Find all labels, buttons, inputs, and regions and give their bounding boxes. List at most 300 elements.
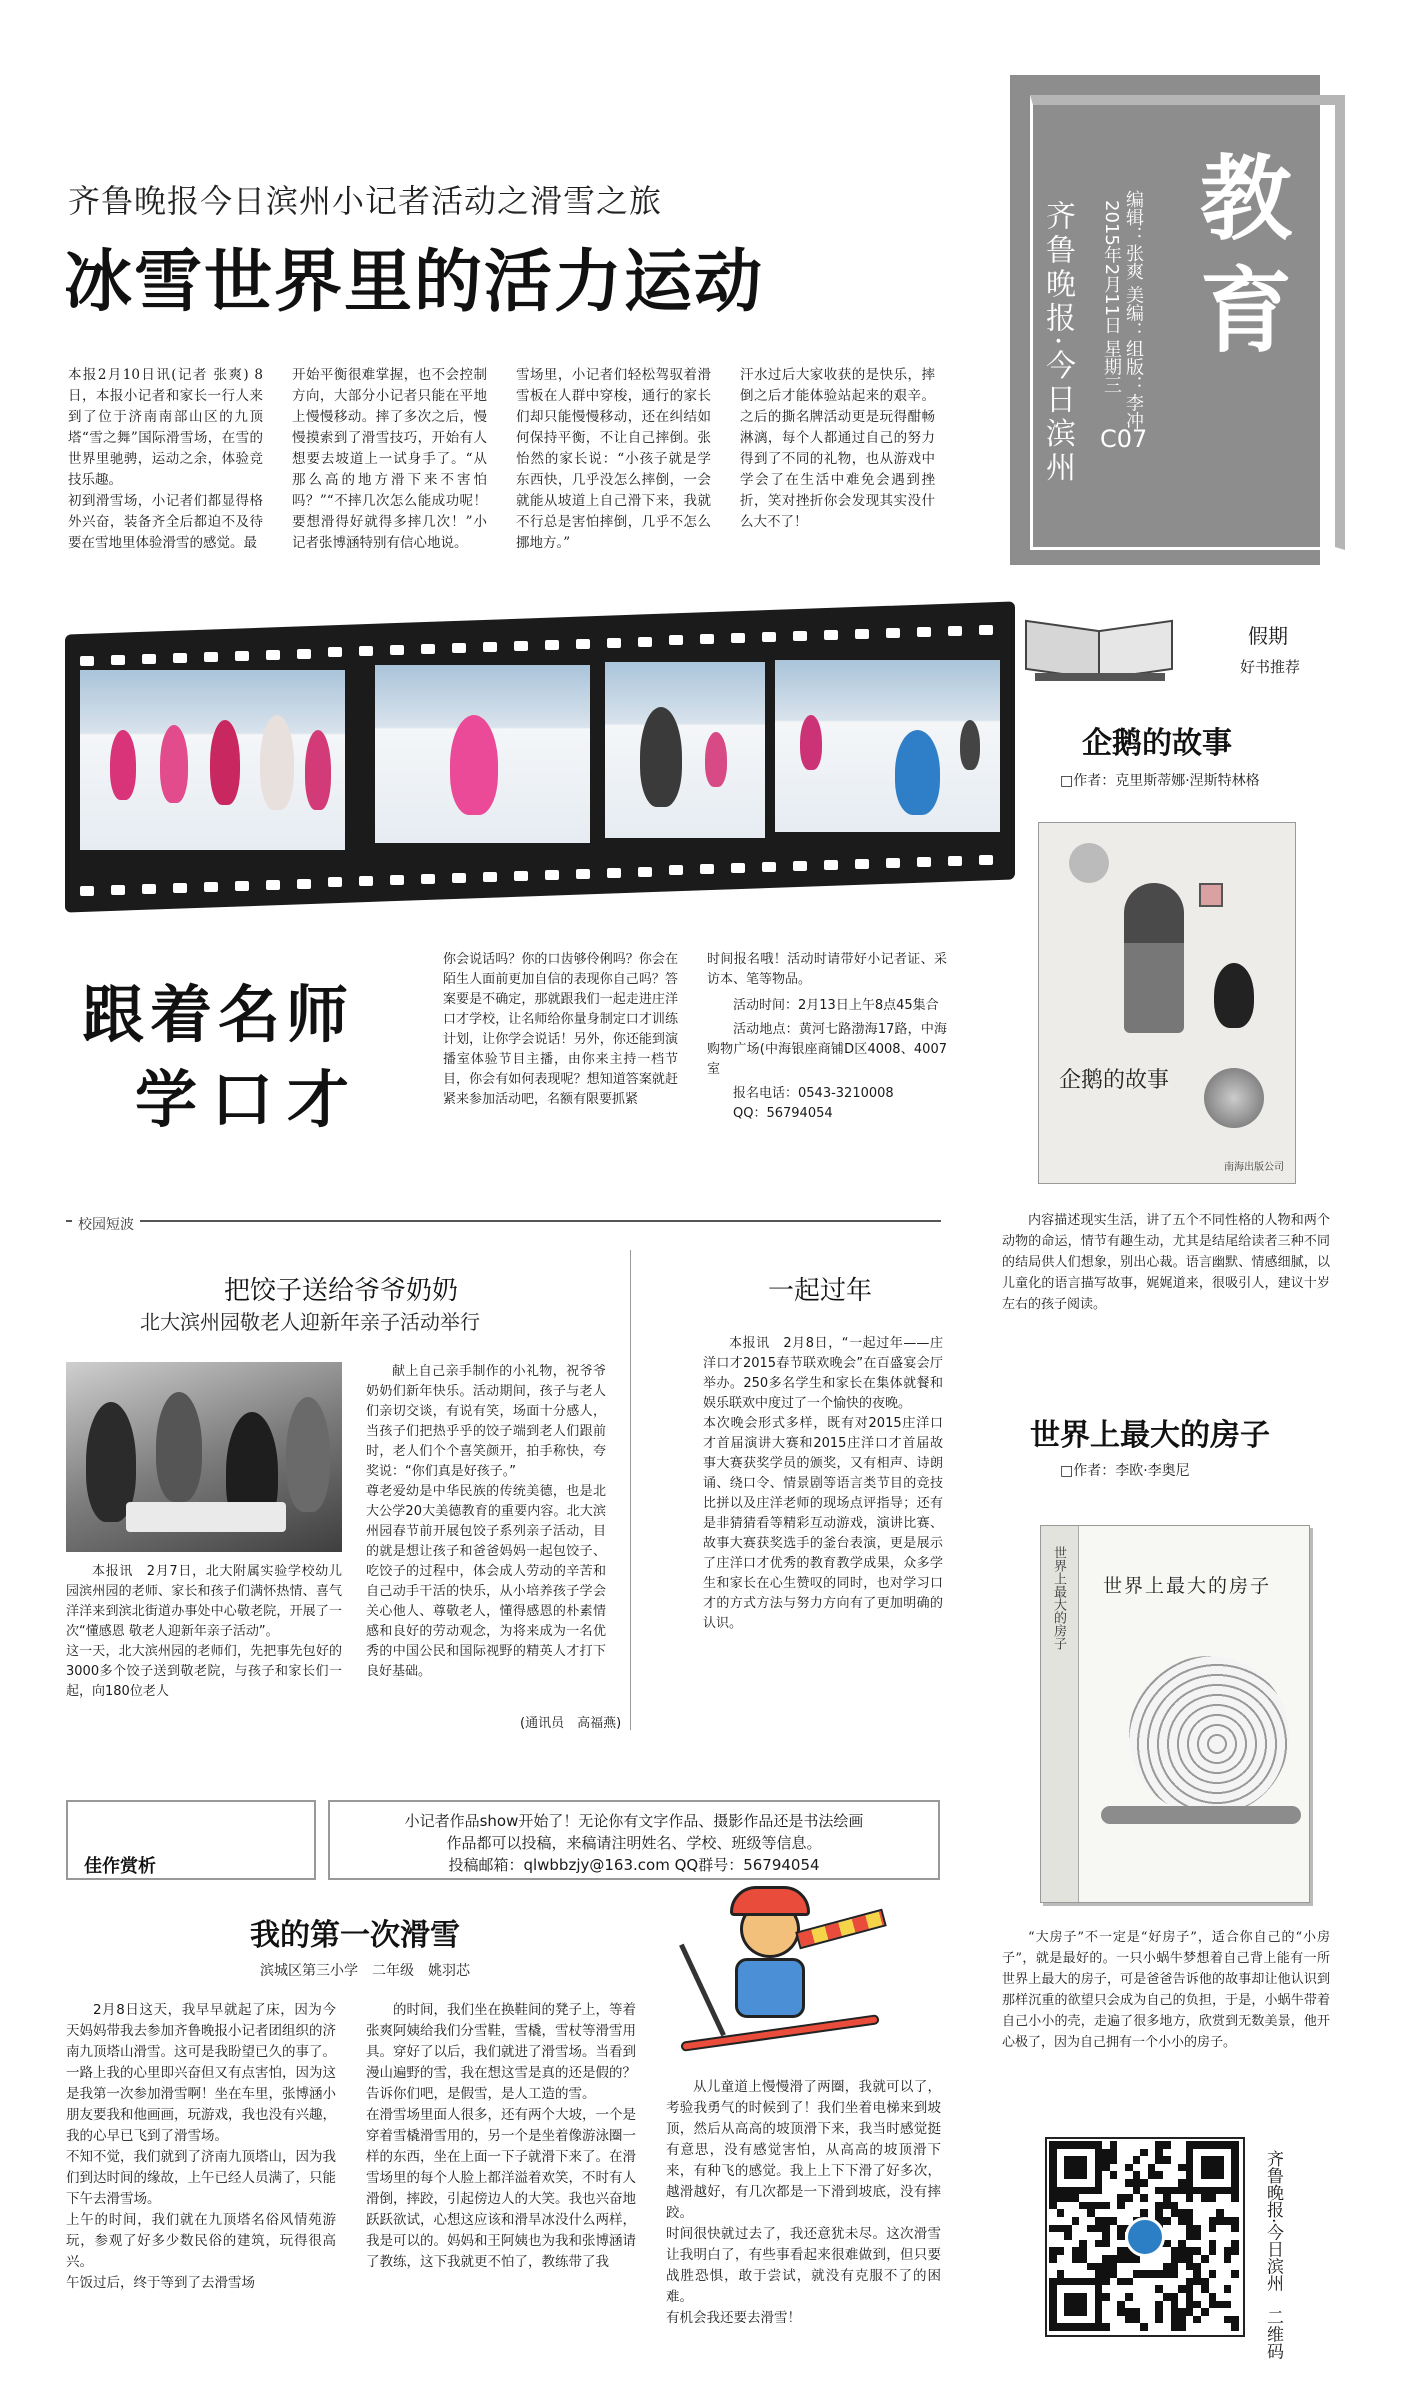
qr-module bbox=[1231, 2240, 1239, 2248]
qr-module bbox=[1049, 2316, 1057, 2324]
qr-module bbox=[1163, 2141, 1171, 2149]
essay-column-2: 的时间，我们坐在换鞋间的凳子上，等着张爽阿姨给我们分雪鞋，雪橇，雪杖等滑雪用具。穿好了以后，我们就进了滑雪场。当看到漫山遍野的雪，我在想这雪是真的还是假的？告诉你们吧，是假雪，是人工造的雪。 在滑雪场里面人很多，还有两个大坡，一个是穿着雪橇滑雪用的，另一个是坐着像游泳圈一样的东西，坐在上面一下子就滑下来了。在滑雪场里的每个人脸上都洋溢着欢笑，不时有人滑倒，摔跤，引起傍边人的大笑。我也兴奋地跃跃欲试，心想这应该和滑旱冰没什么两样，我是可以的。妈妈和王阿姨也为我和张博涵请了教练，这下我就更不怕了，教练带了我 bbox=[366, 2002, 636, 2270]
qr-module bbox=[1155, 2141, 1163, 2149]
campus-story2-headline: 一起过年 bbox=[768, 1276, 873, 1306]
qr-module bbox=[1064, 2293, 1072, 2301]
qr-module bbox=[1110, 2255, 1118, 2263]
skier-figure bbox=[450, 715, 498, 815]
film-sprocket bbox=[731, 633, 745, 643]
film-sprocket bbox=[948, 856, 962, 866]
qr-module bbox=[1231, 2149, 1239, 2157]
qr-module bbox=[1171, 2187, 1179, 2195]
qr-module bbox=[1049, 2247, 1057, 2255]
qr-module bbox=[1095, 2225, 1103, 2233]
qr-module bbox=[1224, 2285, 1232, 2293]
qr-module bbox=[1231, 2217, 1239, 2225]
qr-module bbox=[1193, 2316, 1201, 2324]
qr-module bbox=[1125, 2293, 1133, 2301]
qr-module bbox=[1133, 2171, 1141, 2179]
qr-module bbox=[1171, 2255, 1179, 2263]
skier-figure bbox=[705, 732, 727, 787]
qr-module bbox=[1079, 2308, 1087, 2316]
qr-module bbox=[1072, 2156, 1080, 2164]
film-sprocket bbox=[855, 629, 869, 639]
qr-module bbox=[1224, 2217, 1232, 2225]
qr-module bbox=[1064, 2171, 1072, 2179]
works-call-line2: 作品都可以投稿，来稿请注明姓名、学校、班级等信息。 bbox=[446, 1834, 822, 1852]
film-sprocket bbox=[483, 872, 497, 882]
qr-module bbox=[1102, 2240, 1110, 2248]
qr-module bbox=[1110, 2149, 1118, 2157]
qr-module bbox=[1064, 2232, 1072, 2240]
film-sprocket bbox=[824, 630, 838, 640]
qr-module bbox=[1216, 2171, 1224, 2179]
qr-module bbox=[1209, 2293, 1217, 2301]
qr-module bbox=[1224, 2141, 1232, 2149]
qr-module bbox=[1057, 2225, 1065, 2233]
qr-module bbox=[1193, 2270, 1201, 2278]
qr-module bbox=[1216, 2156, 1224, 2164]
film-sprocket bbox=[576, 639, 590, 649]
qr-module bbox=[1148, 2270, 1156, 2278]
qr-module bbox=[1057, 2323, 1065, 2331]
qr-module bbox=[1049, 2202, 1057, 2210]
qr-module bbox=[1140, 2149, 1148, 2157]
qr-module bbox=[1186, 2164, 1194, 2172]
qr-module bbox=[1155, 2316, 1163, 2324]
qr-module bbox=[1209, 2187, 1217, 2195]
promo-time: 活动时间：2月13日上午8点45集合 bbox=[733, 998, 939, 1013]
qr-module bbox=[1072, 2164, 1080, 2172]
lead-column-1: 本报2月10日讯(记者 张爽) 8日，本报小记者和家长一行人来到了位于济南南部山区的九顶塔“雪之舞”国际滑雪场，在雪的世界里驰骋，运动之余，体验竞技乐趣。 初到滑雪场，小记者们都显得格外兴奋，装备齐全后都迫不及待要在雪地里体验滑雪的感觉。最 bbox=[68, 367, 263, 551]
qr-module bbox=[1201, 2255, 1209, 2263]
qr-module bbox=[1095, 2285, 1103, 2293]
qr-module bbox=[1110, 2156, 1118, 2164]
qr-module bbox=[1117, 2232, 1125, 2240]
qr-module bbox=[1186, 2285, 1194, 2293]
qr-module bbox=[1057, 2194, 1065, 2202]
qr-module bbox=[1095, 2316, 1103, 2324]
qr-module bbox=[1064, 2278, 1072, 2286]
qr-module bbox=[1057, 2278, 1065, 2286]
film-sprocket bbox=[514, 641, 528, 651]
qr-module bbox=[1209, 2217, 1217, 2225]
qr-module bbox=[1125, 2179, 1133, 2187]
qr-module bbox=[1102, 2232, 1110, 2240]
campus-column-divider bbox=[630, 1250, 631, 1730]
qr-module bbox=[1224, 2316, 1232, 2324]
film-sprocket bbox=[297, 879, 311, 889]
qr-module bbox=[1163, 2194, 1171, 2202]
qr-module bbox=[1140, 2209, 1148, 2217]
book2-author: □作者：李欧·李奥尼 bbox=[1060, 1463, 1190, 1479]
promo-column-2 bbox=[707, 950, 947, 1124]
qr-module bbox=[1178, 2308, 1186, 2316]
qr-module bbox=[1110, 2270, 1118, 2278]
qr-module bbox=[1178, 2247, 1186, 2255]
page-date: 2015年2月11日 星期三 bbox=[1101, 200, 1122, 394]
film-sprocket bbox=[390, 875, 404, 885]
campus-story1-byline: (通讯员 高福燕) bbox=[520, 1716, 622, 1731]
qr-module bbox=[1178, 2316, 1186, 2324]
qr-module bbox=[1095, 2270, 1103, 2278]
qr-module bbox=[1231, 2164, 1239, 2172]
campus-band-label: 校园短波 bbox=[72, 1214, 140, 1234]
qr-module bbox=[1171, 2202, 1179, 2210]
qr-module bbox=[1209, 2194, 1217, 2202]
promo-place: 活动地点：黄河七路渤海17路，中海购物广场(中海银座商铺D区4008、4007室 bbox=[707, 1022, 947, 1077]
open-book-icon bbox=[1025, 615, 1175, 685]
qr-module bbox=[1102, 2225, 1110, 2233]
snail-body bbox=[1101, 1806, 1301, 1824]
qr-module bbox=[1049, 2156, 1057, 2164]
qr-module bbox=[1064, 2194, 1072, 2202]
qr-module bbox=[1095, 2202, 1103, 2210]
cartoon-body bbox=[735, 1958, 805, 2018]
qr-module bbox=[1049, 2278, 1057, 2286]
qr-module bbox=[1193, 2301, 1201, 2309]
qr-module bbox=[1163, 2202, 1171, 2210]
qr-module bbox=[1095, 2293, 1103, 2301]
qr-module bbox=[1163, 2293, 1171, 2301]
promo-title-line1: 跟着名师 bbox=[82, 978, 355, 1051]
film-sprocket bbox=[917, 627, 931, 637]
qr-module bbox=[1102, 2164, 1110, 2172]
qr-module bbox=[1231, 2247, 1239, 2255]
qr-module bbox=[1079, 2164, 1087, 2172]
promo-phone: 报名电话：0543-3210008 bbox=[733, 1086, 894, 1101]
qr-module bbox=[1231, 2156, 1239, 2164]
campus-story1-headline: 把饺子送给爷爷奶奶 bbox=[224, 1276, 459, 1306]
qr-module bbox=[1079, 2202, 1087, 2210]
lead-column-3: 雪场里，小记者们轻松驾驭着滑雪板在人群中穿梭，通行的家长们却只能慢慢移动，还在纠结如何保持平衡，不让自己摔倒。张怡然的家长说：“小孩子就是学东西快，几乎没怎么摔倒，一会就能从坡道上自己滑下来，我就不行总是害怕摔倒，几乎不怎么挪地方。” bbox=[516, 367, 711, 551]
qr-module bbox=[1064, 2323, 1072, 2331]
qr-module bbox=[1186, 2225, 1194, 2233]
qr-module bbox=[1079, 2278, 1087, 2286]
qr-module bbox=[1057, 2187, 1065, 2195]
film-sprocket bbox=[235, 881, 249, 891]
film-sprocket bbox=[452, 873, 466, 883]
film-sprocket bbox=[731, 863, 745, 873]
qr-module bbox=[1216, 2141, 1224, 2149]
film-sprocket bbox=[359, 876, 373, 886]
film-sprocket bbox=[917, 857, 931, 867]
qr-module bbox=[1110, 2141, 1118, 2149]
skier-figure bbox=[210, 720, 240, 805]
skier-cartoon bbox=[660, 1880, 900, 2050]
qr-module bbox=[1155, 2209, 1163, 2217]
qr-module bbox=[1186, 2232, 1194, 2240]
qr-module bbox=[1171, 2316, 1179, 2324]
qr-module bbox=[1095, 2308, 1103, 2316]
film-sprocket bbox=[700, 634, 714, 644]
qr-module bbox=[1102, 2293, 1110, 2301]
lead-kicker: 齐鲁晚报今日滨州小记者活动之滑雪之旅 bbox=[68, 182, 663, 220]
campus-story1-column-b: 献上自己亲手制作的小礼物，祝爷爷奶奶们新年快乐。活动期间，孩子与老人们亲切交谈，有说有笑，场面十分感人，当孩子们把热乎乎的饺子端到老人们跟前时，老人们个个喜笑颜开，拍手称快，夸奖说：“你们真是好孩子。” 尊老爱幼是中华民族的传统美德，也是北大公学20大美德教育的重要内容。北大滨州园春节前开展包饺子系列亲子活动，目的就是想让孩子和爸爸妈妈一起包饺子、吃饺子的过程中，体会成人劳动的辛苦和自己动手干活的快乐，从小培养孩子学会关心他人、尊敬老人，懂得感恩的朴素情感和良好的劳动观念，为将来成为一名优秀的中国公民和国际视野的精英人才打下良好基础。 bbox=[366, 1364, 606, 1679]
qr-module bbox=[1209, 2240, 1217, 2248]
qr-module bbox=[1072, 2217, 1080, 2225]
qr-module bbox=[1186, 2171, 1194, 2179]
promo-qq: QQ：56794054 bbox=[733, 1106, 833, 1121]
qr-module bbox=[1102, 2323, 1110, 2331]
qr-module bbox=[1072, 2301, 1080, 2309]
qr-module bbox=[1095, 2164, 1103, 2172]
qr-module bbox=[1163, 2187, 1171, 2195]
qr-module bbox=[1102, 2255, 1110, 2263]
qr-code[interactable] bbox=[1045, 2137, 1245, 2337]
film-sprocket bbox=[142, 654, 156, 664]
book1-cover bbox=[1038, 822, 1296, 1184]
film-sprocket bbox=[545, 870, 559, 880]
qr-module bbox=[1140, 2179, 1148, 2187]
qr-module bbox=[1125, 2164, 1133, 2172]
film-sprocket bbox=[204, 652, 218, 662]
film-sprocket bbox=[235, 651, 249, 661]
qr-module bbox=[1186, 2263, 1194, 2271]
film-sprocket bbox=[297, 649, 311, 659]
film-sprocket bbox=[390, 645, 404, 655]
qr-module bbox=[1201, 2278, 1209, 2286]
qr-module bbox=[1155, 2285, 1163, 2293]
qr-module bbox=[1125, 2194, 1133, 2202]
qr-module bbox=[1049, 2323, 1057, 2331]
qr-module bbox=[1193, 2263, 1201, 2271]
skier-figure bbox=[960, 720, 980, 770]
film-sprocket bbox=[979, 855, 993, 865]
qr-module bbox=[1064, 2225, 1072, 2233]
qr-module bbox=[1072, 2171, 1080, 2179]
qr-module bbox=[1049, 2187, 1057, 2195]
qr-module bbox=[1095, 2217, 1103, 2225]
boy-illustration bbox=[1124, 883, 1184, 1033]
qr-module bbox=[1049, 2141, 1057, 2149]
film-sprocket bbox=[204, 882, 218, 892]
qr-module bbox=[1095, 2156, 1103, 2164]
qr-module bbox=[1095, 2323, 1103, 2331]
qr-module bbox=[1079, 2293, 1087, 2301]
qr-module bbox=[1102, 2263, 1110, 2271]
qr-module bbox=[1102, 2270, 1110, 2278]
qr-module bbox=[1209, 2247, 1217, 2255]
qr-module bbox=[1087, 2263, 1095, 2271]
qr-module bbox=[1110, 2171, 1118, 2179]
qr-module bbox=[1216, 2301, 1224, 2309]
qr-module bbox=[1117, 2247, 1125, 2255]
promo-intro: 时间报名哦！活动时请带好小记者证、采访本、笔等物品。 bbox=[707, 952, 947, 987]
qr-module bbox=[1057, 2270, 1065, 2278]
works-call-box bbox=[328, 1800, 940, 1880]
qr-module bbox=[1102, 2156, 1110, 2164]
qr-module bbox=[1087, 2278, 1095, 2286]
qr-module bbox=[1095, 2141, 1103, 2149]
dumpling-table bbox=[126, 1502, 286, 1532]
campus-band-rule bbox=[66, 1220, 941, 1222]
essay-byline: 滨城区第三小学 二年级 姚羽芯 bbox=[260, 1963, 470, 1979]
qr-module bbox=[1049, 2149, 1057, 2157]
film-sprocket bbox=[669, 635, 683, 645]
qr-module bbox=[1072, 2293, 1080, 2301]
qr-module bbox=[1102, 2278, 1110, 2286]
qr-module bbox=[1231, 2194, 1239, 2202]
qr-module bbox=[1171, 2209, 1179, 2217]
skier-figure bbox=[895, 730, 940, 815]
qr-module bbox=[1155, 2156, 1163, 2164]
qr-module bbox=[1178, 2240, 1186, 2248]
qr-module bbox=[1079, 2187, 1087, 2195]
qr-module bbox=[1064, 2187, 1072, 2195]
qr-module bbox=[1224, 2255, 1232, 2263]
photo-elders-dumplings bbox=[66, 1362, 342, 1552]
qr-module bbox=[1079, 2255, 1087, 2263]
qr-module bbox=[1087, 2187, 1095, 2195]
film-sprocket bbox=[793, 861, 807, 871]
film-sprocket bbox=[80, 886, 94, 896]
film-sprocket bbox=[328, 877, 342, 887]
qr-module bbox=[1216, 2187, 1224, 2195]
qr-module bbox=[1087, 2141, 1095, 2149]
film-sprocket bbox=[266, 650, 280, 660]
qr-module bbox=[1057, 2247, 1065, 2255]
qr-module bbox=[1102, 2217, 1110, 2225]
qr-module bbox=[1178, 2187, 1186, 2195]
qr-module bbox=[1102, 2149, 1110, 2157]
essay-title: 我的第一次滑雪 bbox=[250, 1918, 460, 1953]
qr-module bbox=[1049, 2164, 1057, 2172]
film-sprocket bbox=[514, 871, 528, 881]
qr-module bbox=[1186, 2149, 1194, 2157]
film-sprocket bbox=[824, 860, 838, 870]
qr-module bbox=[1095, 2278, 1103, 2286]
works-label: 佳作赏析 bbox=[84, 1856, 156, 1877]
promo-title-line2: 学口才 bbox=[135, 1063, 364, 1136]
qr-module bbox=[1186, 2217, 1194, 2225]
qr-module bbox=[1186, 2255, 1194, 2263]
film-sprocket bbox=[979, 625, 993, 635]
qr-module bbox=[1072, 2255, 1080, 2263]
film-sprocket bbox=[793, 631, 807, 641]
campus-story2-body: 本报讯 2月8日，“一起过年——庄洋口才2015春节联欢晚会”在百盛宴会厅举办。250多名学生和家长在集体就餐和娱乐联欢中度过了一个愉快的夜晚。 本次晚会形式多样，既有对2015庄洋口才首届演讲大赛和2015庄洋口才首届故事大赛获奖学员的颁奖，又有相声、诗朗诵、绕口令、情景剧等语言类节目的竞技比拼以及庄洋老师的现场点评指导；还有是非猜猜看等精彩互动游戏，演讲比赛、故事大赛获奖选手的釜台表演，更是展示了庄洋口才优秀的教育教学成果，众多学生和家长在心生赞叹的同时，也对学习口才的方式方法与努力方向有了更加明确的认识。 bbox=[703, 1336, 943, 1631]
film-sprocket bbox=[421, 874, 435, 884]
qr-module bbox=[1095, 2171, 1103, 2179]
qr-module bbox=[1155, 2270, 1163, 2278]
qr-module bbox=[1117, 2301, 1125, 2309]
page-credits: 编辑：张爽 美编：组版：李冲 bbox=[1123, 190, 1144, 430]
skier-figure bbox=[110, 730, 136, 800]
qr-module bbox=[1049, 2171, 1057, 2179]
qr-module bbox=[1171, 2263, 1179, 2271]
qr-module bbox=[1186, 2156, 1194, 2164]
film-sprocket bbox=[607, 638, 621, 648]
qr-module bbox=[1125, 2255, 1133, 2263]
book2-blurb: “大房子”不一定是“好房子”，适合你自己的“小房子”，就是最好的。一只小蜗牛梦想着自己背上能有一所世界上最大的房子，可是爸爸告诉他的故事却让他认识到那样沉重的欲望只会成为自己的负担，于是，小蜗牛带着自己小小的壳，走遍了很多地方，欣赏到无数美景，他开心极了，因为自己拥有一个小小的房子。 bbox=[1002, 1930, 1330, 2050]
qr-module bbox=[1095, 2263, 1103, 2271]
photo-ski-group bbox=[80, 670, 345, 850]
qr-module bbox=[1178, 2164, 1186, 2172]
qr-module bbox=[1087, 2225, 1095, 2233]
lead-headline: 冰雪世界里的活力运动 bbox=[64, 243, 765, 322]
qr-module bbox=[1049, 2194, 1057, 2202]
campus-story1-subhead: 北大滨州园敬老人迎新年亲子活动举行 bbox=[140, 1310, 480, 1334]
qr-module bbox=[1216, 2209, 1224, 2217]
qr-module bbox=[1049, 2255, 1057, 2263]
qr-module bbox=[1133, 2308, 1141, 2316]
qr-module bbox=[1049, 2179, 1057, 2187]
qr-module bbox=[1224, 2187, 1232, 2195]
qr-module bbox=[1231, 2316, 1239, 2324]
qr-module bbox=[1155, 2187, 1163, 2195]
film-sprocket bbox=[762, 632, 776, 642]
qr-module bbox=[1209, 2141, 1217, 2149]
qr-module bbox=[1133, 2179, 1141, 2187]
qr-module bbox=[1186, 2209, 1194, 2217]
qr-module bbox=[1072, 2247, 1080, 2255]
qr-module bbox=[1171, 2308, 1179, 2316]
qr-module bbox=[1125, 2308, 1133, 2316]
qr-module bbox=[1178, 2285, 1186, 2293]
qr-module bbox=[1155, 2171, 1163, 2179]
film-sprocket bbox=[700, 864, 714, 874]
qr-module bbox=[1201, 2171, 1209, 2179]
qr-module bbox=[1201, 2141, 1209, 2149]
qr-module bbox=[1193, 2141, 1201, 2149]
campus-story1-column-a: 本报讯 2月7日，北大附属实验学校幼儿园滨州园的老师、家长和孩子们满怀热情、喜气洋洋来到滨北街道办事处中心敬老院，开展了一次“懂感恩 敬老人迎新年亲子活动”。 这一天，北大滨州园的老师们，先把事先包好的3000多个饺子送到敬老院，与孩子和家长们一起，向180位老人 bbox=[66, 1564, 342, 1699]
medal-illustration bbox=[1204, 1068, 1264, 1128]
person-figure bbox=[286, 1397, 330, 1512]
qr-module bbox=[1072, 2141, 1080, 2149]
qr-module bbox=[1209, 2156, 1217, 2164]
qr-module bbox=[1171, 2301, 1179, 2309]
film-sprocket bbox=[762, 862, 776, 872]
works-call-line3: 投稿邮箱：qlwbbzjy@163.com QQ群号：56794054 bbox=[448, 1856, 820, 1874]
qr-module bbox=[1079, 2323, 1087, 2331]
qr-module bbox=[1186, 2278, 1194, 2286]
penguin-illustration bbox=[1214, 963, 1254, 1028]
qr-module bbox=[1125, 2316, 1133, 2324]
qr-module bbox=[1133, 2156, 1141, 2164]
gift-illustration bbox=[1199, 883, 1223, 907]
qr-module bbox=[1148, 2164, 1156, 2172]
qr-module bbox=[1064, 2301, 1072, 2309]
film-sprocket bbox=[483, 642, 497, 652]
qr-module bbox=[1231, 2179, 1239, 2187]
qr-module bbox=[1193, 2232, 1201, 2240]
qr-module bbox=[1117, 2278, 1125, 2286]
qr-module bbox=[1049, 2225, 1057, 2233]
book2-cover-title: 世界上最大的房子 bbox=[1103, 1575, 1272, 1597]
qr-module bbox=[1163, 2156, 1171, 2164]
photo-ski-girl bbox=[375, 665, 590, 843]
qr-module bbox=[1186, 2301, 1194, 2309]
qr-module bbox=[1057, 2141, 1065, 2149]
qr-module bbox=[1155, 2308, 1163, 2316]
qr-module bbox=[1064, 2156, 1072, 2164]
qr-module bbox=[1193, 2247, 1201, 2255]
qr-module bbox=[1171, 2323, 1179, 2331]
qr-module bbox=[1231, 2187, 1239, 2195]
qr-module bbox=[1049, 2301, 1057, 2309]
film-sprocket bbox=[855, 859, 869, 869]
qr-module bbox=[1110, 2263, 1118, 2271]
qr-module bbox=[1079, 2247, 1087, 2255]
qr-module bbox=[1140, 2194, 1148, 2202]
qr-module bbox=[1117, 2255, 1125, 2263]
promo-column-1: 你会说话吗？你的口齿够伶俐吗？你会在陌生人面前更加自信的表现你自己吗？答案要是不确定，那就跟我们一起走进庄洋口才学校，让名师给你量身制定口才训练计划，让你学会说话！另外，你还能到演播室体验节目主播，由你来主持一档节目，你会有如何表现呢？想知道答案就赶紧来参加活动吧，名额有限要抓紧 bbox=[443, 952, 678, 1107]
works-call-line1: 小记者作品show开始了！无论你有文字作品、摄影作品还是书法绘画 bbox=[404, 1812, 864, 1830]
qr-module bbox=[1231, 2323, 1239, 2331]
qr-module bbox=[1079, 2171, 1087, 2179]
qr-module bbox=[1095, 2179, 1103, 2187]
qr-module bbox=[1231, 2270, 1239, 2278]
